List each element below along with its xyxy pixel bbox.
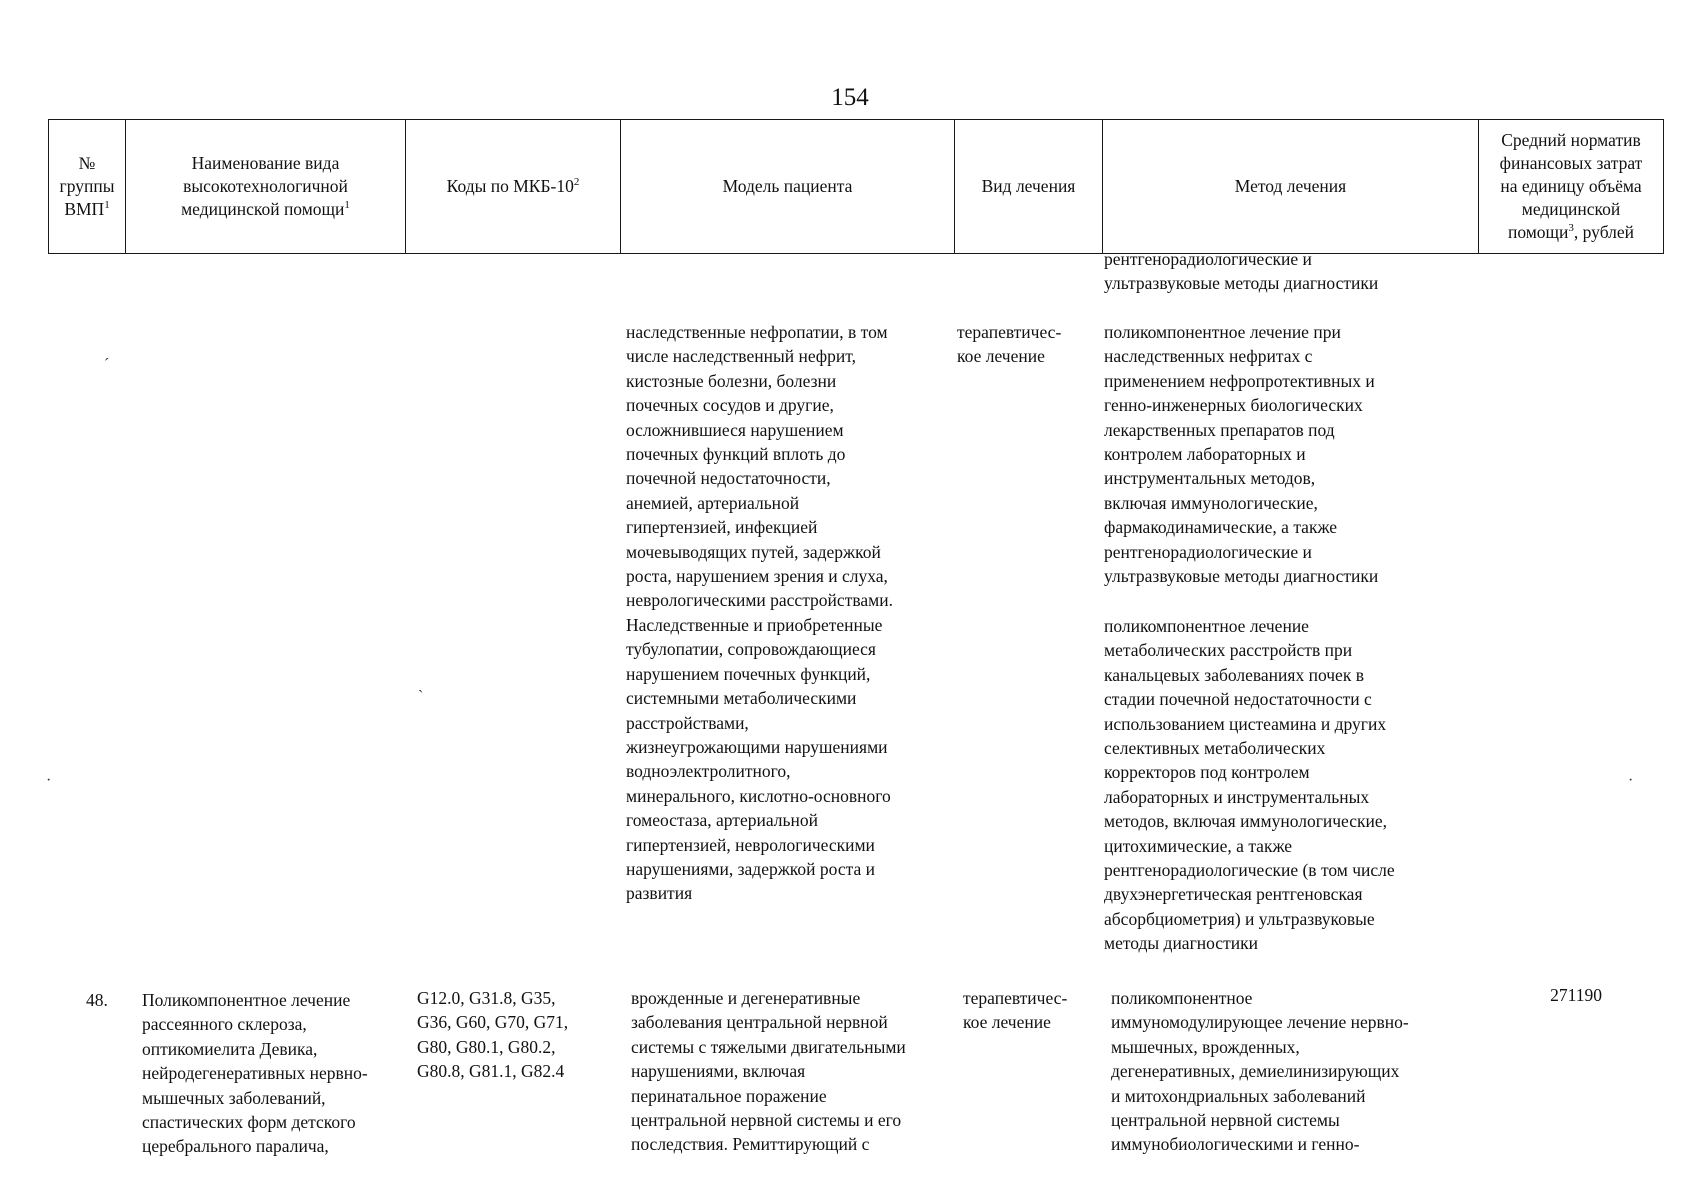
header-average-cost: Средний норматив финансовых затрат на единицу объёма медицинской помощи$^3$, рублей	[1479, 120, 1664, 254]
scan-mark: ˊ	[104, 356, 110, 373]
scan-mark: ˋ	[418, 688, 424, 705]
header-treatment-type: Вид лечения	[955, 120, 1103, 254]
care-type-name-48: Поликомпонентное лечение рассеянного склероза, оптикомиелита Девика, нейродегенеративных нервно- мышечных заболеваний, спастических форм детского церебрального паралича,	[142, 990, 368, 1157]
header-icd-codes: Коды по МКБ-$10^2$	[406, 120, 621, 254]
scan-mark: ·	[46, 772, 52, 789]
group-number-48: 48.	[86, 990, 108, 1010]
average-cost-48: 271190	[1550, 985, 1602, 1005]
treatment-method-nephritis: поликомпонентное лечение при наследственных нефритах с применением нефропротективных и генно-инженерных биологических лекарственных препаратов под контролем лабораторных и инструментальных методов, включая иммунологические, фармакодинамические, а также рентгенорадиологические и ультразвуковые методы диагностики	[1104, 322, 1379, 587]
icd-codes-48: G12.0, G31.8, G35, G36, G60, G70, G71, G80, G80.1, G80.2, G80.8, G81.1, G82.4	[417, 988, 569, 1082]
header-patient-model: Модель пациента	[621, 120, 955, 254]
treatment-method-tubulopathy: поликомпонентное лечение метаболических расстройств при канальцевых заболеваниях почек в стадии почечной недостаточности с использованием цистеамина и других селективных метаболических корректоров под контролем лабораторных и инструментальных методов, включая иммунологические, цитохимические, а также рентгенорадиологические (в том числе двухэнергетическая рентгеновская абсорбциометрия) и ультразвуковые методы диагностики	[1104, 616, 1395, 954]
header-care-type-name: Наименование вида высокотехнологичной медицинской помощи$^1$	[126, 120, 406, 254]
treatment-type-nephropathy: терапевтичес- кое лечение	[957, 322, 1062, 367]
page-number: 154	[831, 84, 869, 111]
table-header	[48, 119, 1664, 254]
scan-mark: ·	[1628, 772, 1634, 789]
continued-method-text: рентгенорадиологические и ультразвуковые методы диагностики	[1104, 249, 1379, 294]
treatment-type-48: терапевтичес- кое лечение	[963, 988, 1068, 1033]
header-treatment-method: Метод лечения	[1103, 120, 1479, 254]
treatment-method-48: поликомпонентное иммуномодулирующее лечение нервно- мышечных, врожденных, дегенеративных, демиелинизирующих и митохондриальных заболеваний центральной нервной системы иммунобиологическими и генно-	[1111, 988, 1409, 1155]
header-group-number: № группы ВМП$^1$	[49, 120, 126, 254]
patient-model-48: врожденные и дегенеративные заболевания центральной нервной системы с тяжелыми двигательными нарушениями, включая перинатальное поражение центральной нервной системы и его последствия. Ремиттирующий с	[631, 988, 906, 1155]
patient-model-nephropathy: наследственные нефропатии, в том числе наследственный нефрит, кистозные болезни, болезни почечных сосудов и другие, осложнившиеся нарушением почечных функций вплоть до почечной недостаточности, анемией, артериальной гипертензией, инфекцией мочевыводящих путей, задержкой роста, нарушением зрения и слуха, неврологическими расстройствами. Наследственные и приобретенные тубулопатии, сопровождающиеся нарушением почечных функций, системными метаболическими расстройствами, жизнеугрожающими нарушениями водноэлектролитного, минерального, кислотно-основного гомеостаза, артериальной гипертензией, неврологическими нарушениями, задержкой роста и развития	[626, 322, 893, 904]
